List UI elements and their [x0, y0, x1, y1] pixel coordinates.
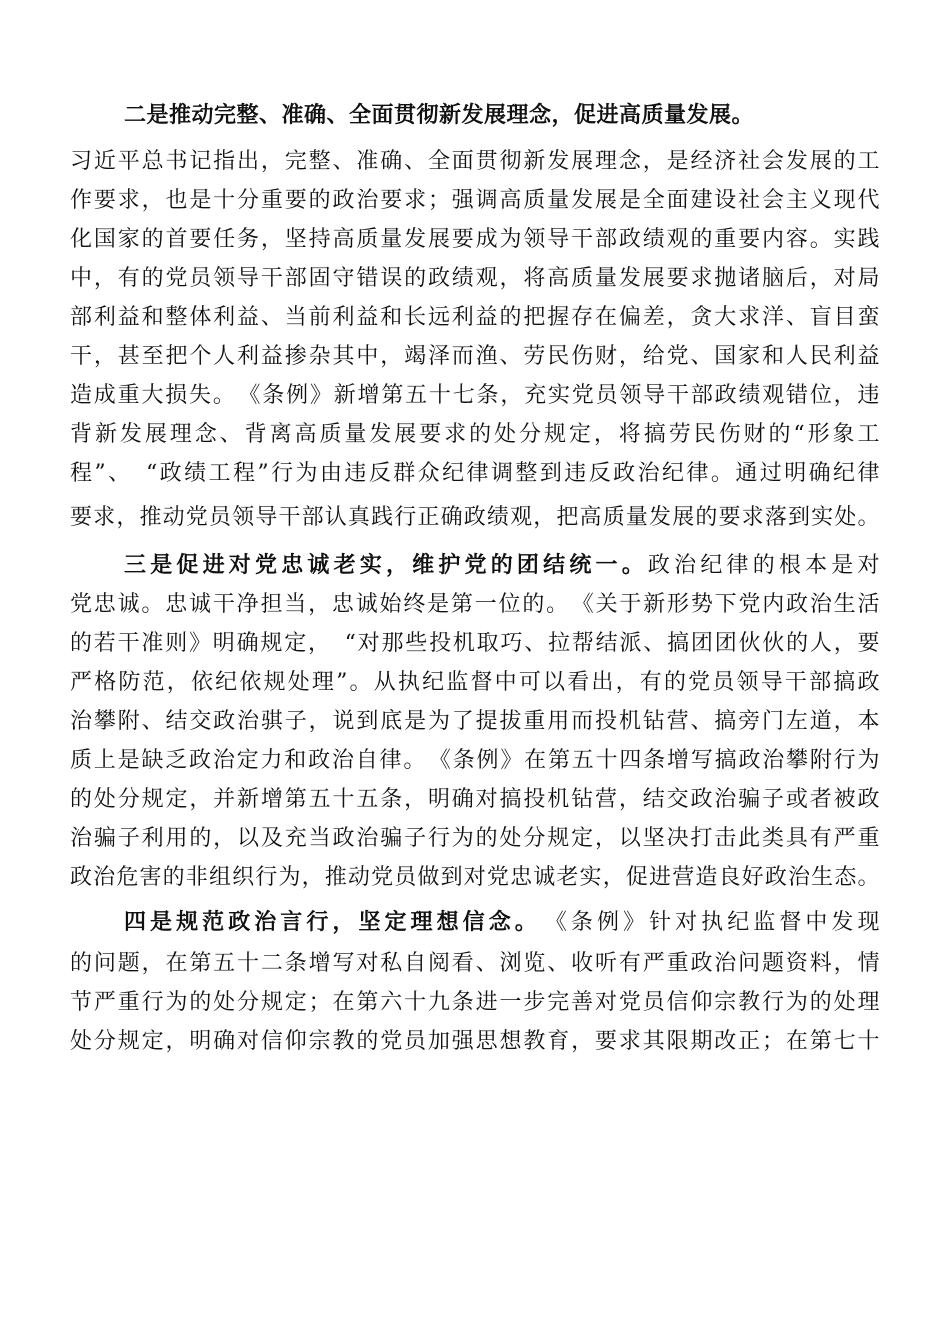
paragraph-heading: 三是促进对党忠诚老实，维护党的团结统一。 — [124, 552, 648, 578]
paragraph-line: 治骗子利用的，以及充当政治骗子行为的处分规定，以坚决打击此类具有严重 — [70, 826, 880, 851]
paragraph-line: 要求，推动党员领导干部认真践行正确政绩观，把高质量发展的要求落到实处。 — [70, 505, 880, 530]
paragraph-heading: 二是推动完整、准确、全面贯彻新发展理念，促进高质量发展。 — [124, 102, 755, 128]
paragraph-line: 程”、 “政绩工程”行为由违反群众纪律调整到违反政治纪律。通过明确纪律 — [70, 461, 880, 486]
paragraph-heading-line — [124, 905, 880, 939]
paragraph-line: 的处分规定，并新增第五十五条，明确对搞投机钻营，结交政治骗子或者被政 — [70, 787, 880, 812]
paragraph-lead-text: 《条例》针对执纪监督中发现 — [529, 910, 880, 935]
paragraph-heading: 四是规范政治言行，坚定理想信念。 — [124, 909, 530, 935]
paragraph-line: 化国家的首要任务，坚持高质量发展要成为领导干部政绩观的重要内容。实践 — [70, 227, 880, 252]
paragraph-line: 部利益和整体利益、当前利益和长远利益的把握存在偏差，贪大求洋、盲目蛮 — [70, 305, 880, 330]
paragraph-line: 节严重行为的处分规定；在第六十九条进一步完善对党员信仰宗教行为的处理 — [70, 990, 880, 1015]
paragraph-line: 背新发展理念、背离高质量发展要求的处分规定，将搞劳民伤财的“形象工 — [70, 422, 880, 447]
paragraph-line: 干，甚至把个人利益掺杂其中，竭泽而渔、劳民伤财，给党、国家和人民利益 — [70, 344, 880, 369]
paragraph-line: 质上是缺乏政治定力和政治自律。 《条例》在第五十四条增写搞政治攀附行为 — [70, 748, 880, 773]
paragraph-line: 的若干准则》明确规定， “对那些投机取巧、拉帮结派、搞团团伙伙的人，要 — [70, 631, 880, 656]
paragraph-line: 中，有的党员领导干部固守错误的政绩观，将高质量发展要求抛诸脑后，对局 — [70, 266, 880, 291]
paragraph-line: 严格防范，依纪依规处理”。从执纪监督中可以看出，有的党员领导干部搞政 — [70, 670, 880, 695]
paragraph-line: 政治危害的非组织行为，推动党员做到对党忠诚老实，促进营造良好政治生态。 — [70, 865, 880, 890]
paragraph-heading-line — [124, 98, 880, 132]
paragraph-heading-line — [124, 548, 880, 582]
paragraph-line: 治攀附、结交政治骐子，说到底是为了提拔重用而投机钻营、搞旁门左道，本 — [70, 709, 880, 734]
paragraph-line: 处分规定，明确对信仰宗教的党员加强思想教育，要求其限期改正；在第七十 — [70, 1029, 880, 1054]
paragraph-line: 党忠诚。忠诚干净担当，忠诚始终是第一位的。 《关于新形势下党内政治生活 — [70, 592, 880, 617]
paragraph-line: 的问题，在第五十二条增写对私自阅看、浏览、收听有严重政治问题资料，情 — [70, 951, 880, 976]
paragraph-lead-text: 政治纪律的根本是对 — [647, 553, 880, 578]
paragraph-line: 作要求，也是十分重要的政治要求；强调高质量发展是全面建设社会主义现代 — [70, 188, 880, 213]
paragraph-line: 造成重大损失。 《条例》新增第五十七条，充实党员领导干部政绩观错位，违 — [70, 383, 880, 408]
paragraph-line: 习近平总书记指出，完整、准确、全面贯彻新发展理念，是经济社会发展的工 — [70, 149, 880, 174]
